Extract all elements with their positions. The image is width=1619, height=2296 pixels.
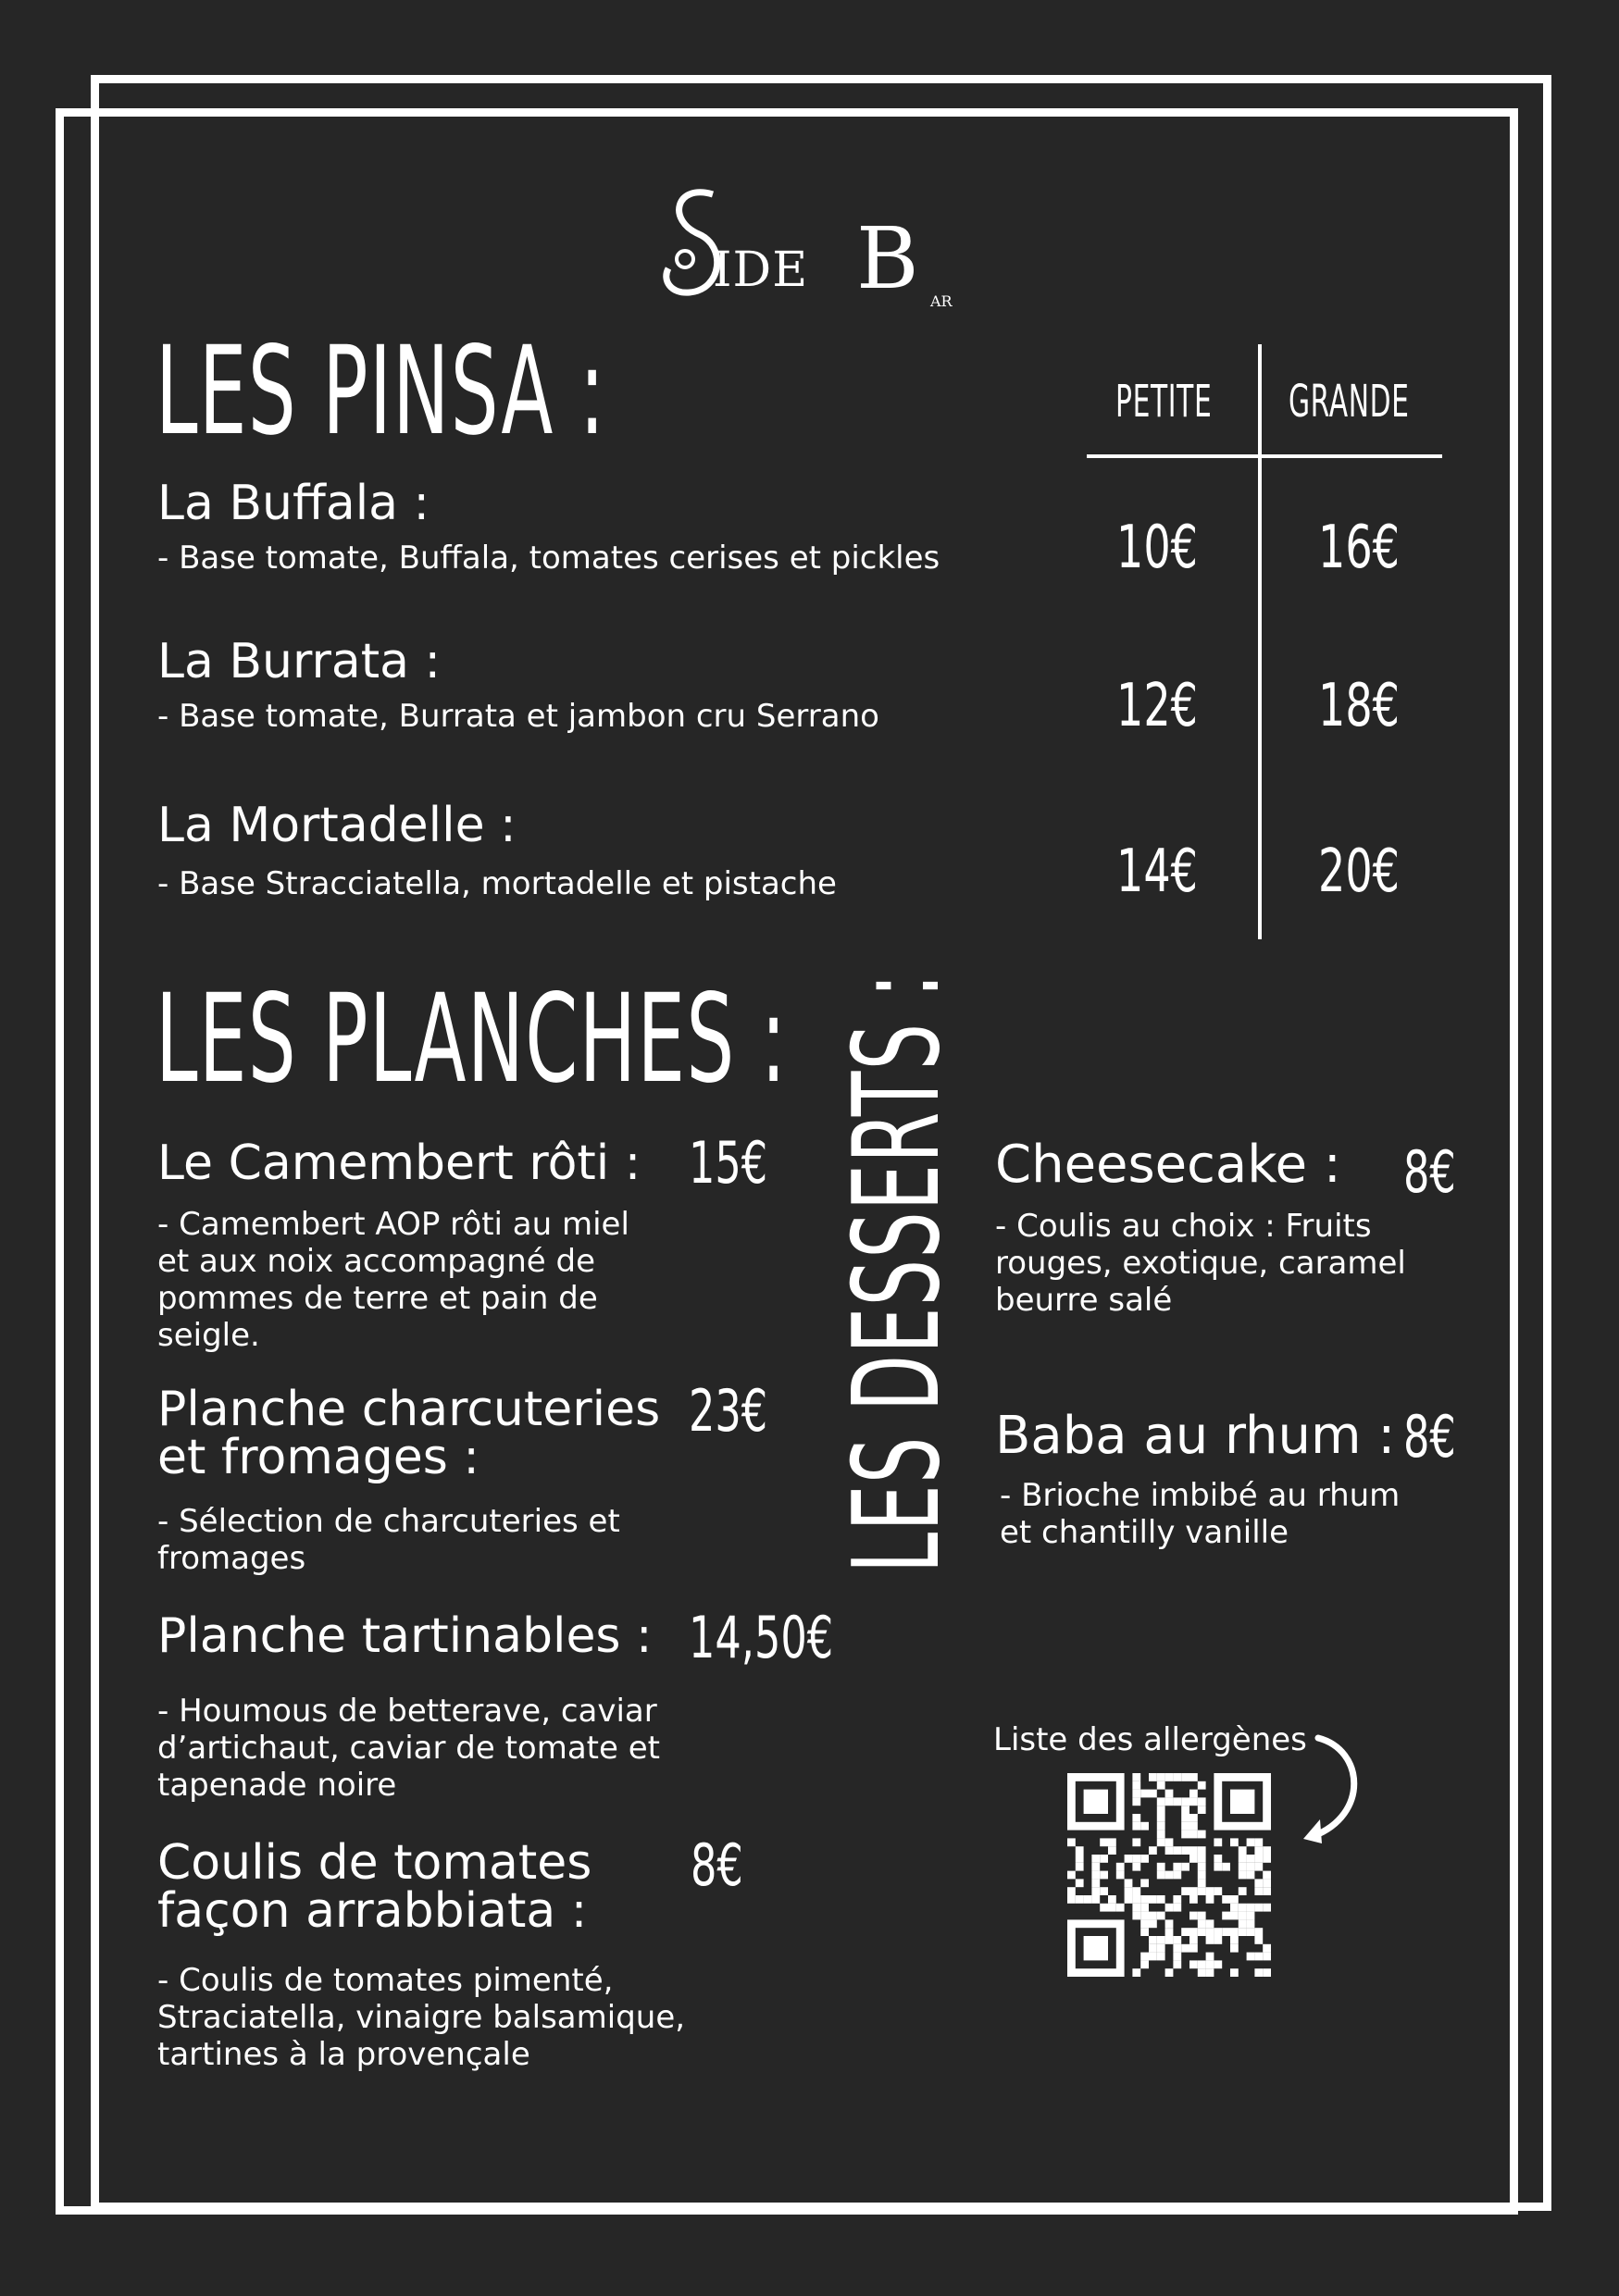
planche-desc-line: seigle. [157,1317,260,1354]
pinsa-price-grande: 20€ [1318,838,1400,906]
dessert-desc-line: rouges, exotique, caramel [995,1245,1406,1282]
planche-desc-line: - Houmous de betterave, caviar [157,1693,657,1730]
qr-cells [1067,1773,1271,1977]
logo-ar: AR [930,292,953,310]
pinsa-price-petite: 10€ [1116,514,1198,582]
pinsa-item-desc: - Base tomate, Burrata et jambon cru Serrano [157,698,879,735]
planche-desc-line: pommes de terre et pain de [157,1280,598,1317]
pinsa-item-name: La Mortadelle : [157,798,517,853]
dessert-item-desc [995,1208,1406,1319]
desserts-title: LES DESSERTS : [828,972,966,1573]
pinsa-item-name: La Burrata : [157,634,442,689]
pinsa-price-grande: 18€ [1318,672,1400,740]
planche-desc-line: et aux noix accompagné de [157,1243,596,1280]
dessert-item-name: Baba au rhum : [995,1406,1396,1466]
planche-desc-line: fromages [157,1540,306,1577]
logo-b: B [856,209,919,308]
planche-item-desc [157,1693,660,1804]
dessert-desc-line: - Brioche imbibé au rhum [1000,1477,1401,1514]
pinsa-item-name: La Buffala : [157,476,430,531]
planches-title: LES PLANCHES : [156,968,788,1111]
curved-arrow-icon [1290,1727,1383,1856]
dessert-item-price: 8€ [1403,1138,1456,1206]
pinsa-price-petite: 12€ [1116,672,1198,740]
planche-item-price: 23€ [689,1377,768,1445]
planche-item-name-line2: et fromages : [157,1430,479,1485]
planche-item-price: 14,50€ [689,1604,834,1671]
dessert-item-name: Cheesecake : [995,1135,1341,1195]
pinsa-col-petite: PETITE [1115,376,1213,428]
pinsa-title: LES PINSA : [156,320,606,463]
planche-item-name-line2: façon arrabbiata : [157,1883,588,1939]
logo-ide: IDE [713,242,809,298]
qr-code-icon[interactable] [1067,1773,1271,1977]
planche-item-price: 15€ [689,1129,768,1197]
planche-item-name: Planche tartinables : [157,1608,653,1664]
pinsa-table-vline [1258,344,1262,939]
planche-desc-line: - Coulis de tomates pimenté, [157,1962,614,1999]
pinsa-item-desc: - Base Stracciatella, mortadelle et pistache [157,865,837,902]
desserts-title-rot [828,603,966,1573]
planche-item-desc [157,1206,629,1354]
pinsa-price-petite: 14€ [1116,838,1198,906]
pinsa-table-hline [1087,454,1442,458]
pinsa-price-grande: 16€ [1318,514,1400,582]
planche-desc-line: Straciatella, vinaigre balsamique, [157,1999,686,2036]
planche-desc-line: tartines à la provençale [157,2036,530,2073]
pinsa-col-grande: GRANDE [1289,376,1410,428]
planche-item-name: Coulis de tomates [157,1835,592,1891]
planche-item-name: Le Camembert rôti : [157,1136,641,1191]
planche-item-price: 8€ [691,1831,743,1899]
planche-desc-line: d’artichaut, caviar de tomate et [157,1730,660,1767]
dessert-desc-line: - Coulis au choix : Fruits [995,1208,1372,1245]
planche-item-desc [157,1503,620,1577]
planche-desc-line: tapenade noire [157,1767,397,1804]
dessert-item-price: 8€ [1403,1403,1456,1471]
pinsa-item-desc: - Base tomate, Buffala, tomates cerises et pickles [157,540,940,577]
dessert-desc-line: et chantilly vanille [1000,1514,1289,1551]
planche-item-name: Planche charcuteries [157,1382,661,1437]
dessert-desc-line: beurre salé [995,1282,1173,1319]
planche-desc-line: - Camembert AOP rôti au miel [157,1206,629,1243]
allergens-label: Liste des allergènes [993,1721,1307,1758]
planche-item-desc [157,1962,685,2073]
logo [648,174,963,322]
dessert-item-desc [1000,1477,1400,1551]
planche-desc-line: - Sélection de charcuteries et [157,1503,620,1540]
